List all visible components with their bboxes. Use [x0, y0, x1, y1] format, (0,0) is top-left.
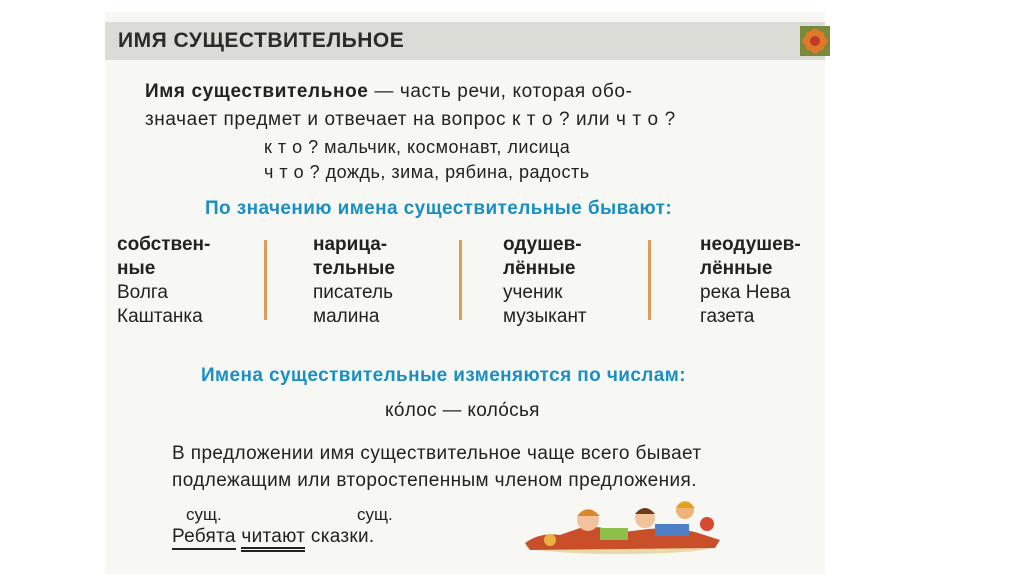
category-example: ученик	[503, 282, 563, 303]
object-word: сказки.	[310, 526, 375, 547]
definition-term: Имя существительное	[145, 81, 369, 102]
flower-icon	[800, 26, 830, 56]
example-words: дождь, зима, рябина, радость	[325, 162, 590, 182]
column-divider	[264, 240, 267, 320]
definition-paragraph	[145, 78, 805, 134]
category-example: река Нева	[700, 282, 791, 303]
noun-label: сущ.	[186, 505, 222, 524]
category-proper	[117, 233, 210, 329]
reading-children-illustration	[520, 488, 725, 556]
example-line-who	[264, 137, 570, 158]
category-inanimate	[700, 233, 801, 329]
category-example: Каштанка	[117, 306, 203, 327]
category-title: лённые	[503, 258, 576, 279]
definition-text-2: значает предмет и отвечает на вопрос	[145, 109, 512, 130]
category-title: тельные	[313, 258, 395, 279]
category-example: писатель	[313, 282, 393, 303]
rule-line: подлежащим или второстепенным членом предложения.	[172, 470, 697, 491]
category-example: газета	[700, 306, 755, 327]
category-common	[313, 233, 395, 329]
predicate-word: читают	[241, 526, 305, 552]
definition-or: или	[570, 109, 616, 130]
category-title: ные	[117, 258, 156, 279]
noun-label: сущ.	[357, 505, 393, 524]
category-title: собствен-	[117, 234, 211, 255]
example-sentence	[172, 526, 375, 548]
rule-line: В предложении имя существительное чаще всего бывает	[172, 443, 702, 464]
example-question: ч т о ?	[264, 162, 321, 182]
category-example: Волга	[117, 282, 168, 303]
page-title: ИМЯ СУЩЕСТВИТЕЛЬНОЕ	[118, 29, 405, 52]
question-what: ч т о ?	[616, 109, 676, 130]
example-question: к т о ?	[264, 137, 319, 157]
definition-text-1: — часть речи, которая обо-	[368, 81, 633, 102]
subject-word: Ребята	[172, 526, 236, 550]
question-who: к т о ?	[511, 109, 571, 130]
plural-example: ко́лос — коло́сья	[385, 400, 540, 421]
number-heading: Имена существительные изменяются по числам:	[201, 365, 686, 386]
rule-paragraph	[172, 440, 822, 494]
category-example: малина	[313, 306, 380, 327]
column-divider	[459, 240, 462, 320]
column-divider	[648, 240, 651, 320]
category-example: музыкант	[503, 306, 587, 327]
category-title: лённые	[700, 258, 773, 279]
category-title: одушев-	[503, 234, 582, 255]
category-title: неодушев-	[700, 234, 801, 255]
example-line-what	[264, 162, 590, 183]
category-animate	[503, 233, 587, 329]
meaning-heading: По значению имена существительные бывают:	[205, 198, 673, 219]
category-title: нарица-	[313, 234, 388, 255]
example-words: мальчик, космонавт, лисица	[324, 137, 571, 157]
